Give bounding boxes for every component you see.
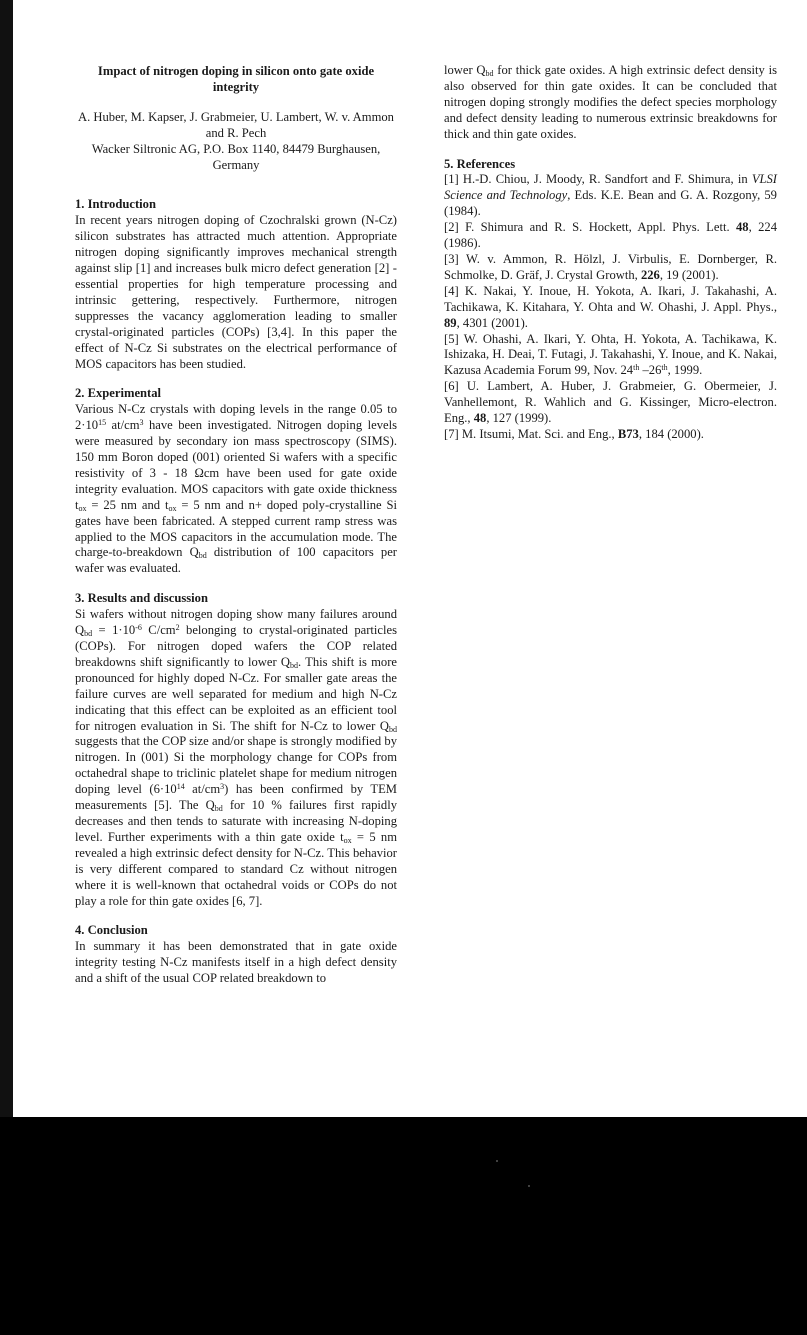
- section-experimental: [75, 386, 397, 577]
- reference-item: [1] H.-D. Chiou, J. Moody, R. Sandfort and F. Shimura, in VLSI Science and Technology, Eds. K.E. Bean and G. A. Rozgony, 59 (1984).: [444, 172, 777, 219]
- section-paragraph: In recent years nitrogen doping of Czochralski grown (N-Cz) silicon substrates has attracted much attention. Appropriate nitrogen doping significantly improves mechanical strength against slip [1] and increases bulk micro defect generation [2] - essential properties for high temperature processing and intrinsic gettering, respectively. Furthermore, nitrogen suppresses the vacancy agglomeration leading to smaller crystal-originated particles (COPs) [3,4]. In this paper the effect of N-Cz Si substrates on the electrical performance of MOS capacitors has been studied.: [75, 213, 397, 371]
- author-list: A. Huber, M. Kapser, J. Grabmeier, U. Lambert, W. v. Ammon and R. Pech: [78, 109, 394, 140]
- left-column: [75, 0, 397, 987]
- reference-item: [5] W. Ohashi, A. Ikari, Y. Ohta, H. Yokota, A. Tachikawa, K. Ishizaka, H. Deai, T. Futagi, J. Takahashi, Y. Inoue, and K. Nakai, Kazusa Academia Forum 99, Nov. 24th –26th, 1999.: [444, 331, 777, 378]
- section-results: [75, 591, 397, 909]
- right-column: [444, 0, 777, 443]
- reference-item: [4] K. Nakai, Y. Inoue, H. Yokota, A. Ikari, J. Takahashi, A. Tachikawa, K. Kitahara, Y. Ohta and W. Ohashi, J. Appl. Phys., 89, 4301 (2001).: [444, 283, 777, 330]
- section-paragraph: In summary it has been demonstrated that in gate oxide integrity testing N-Cz manifests itself in a high defect density and a shift of the usual COP related breakdown to: [75, 939, 397, 986]
- section-heading: 4. Conclusion: [75, 923, 148, 938]
- paper-title: Impact of nitrogen doping in silicon onto gate oxide integrity: [97, 64, 375, 94]
- section-conclusion: [75, 923, 397, 987]
- section-introduction: [75, 197, 397, 372]
- scan-speck: [496, 1160, 498, 1162]
- affiliation: Wacker Siltronic AG, P.O. Box 1140, 84479 Burghausen, Germany: [91, 141, 381, 172]
- reference-item: [6] U. Lambert, A. Huber, J. Grabmeier, G. Obermeier, J. Vanhellemont, R. Wahlich and G. Kissinger, Micro-electron. Eng., 48, 127 (1999).: [444, 379, 777, 426]
- section-heading: 3. Results and discussion: [75, 591, 208, 606]
- section-references: [444, 157, 777, 443]
- scan-border: [0, 0, 13, 1117]
- paper-page: [13, 0, 807, 1117]
- conclusion-continued: lower $Q_{bd}$ for thick gate oxides. A high extrinsic defect density is also observed for thin gate oxides. It can be concluded that nitrogen doping strongly modifies the defect species morphology and defect density leading to numerous extrinsic breakdowns for thick and thin gate oxides.: [444, 63, 777, 141]
- reference-item: [7] M. Itsumi, Mat. Sci. and Eng., B73, 184 (2000).: [444, 426, 704, 441]
- scan-speck: [528, 1185, 530, 1187]
- section-heading: 1. Introduction: [75, 197, 156, 212]
- reference-item: [3] W. v. Ammon, R. Hölzl, J. Virbulis, E. Dornberger, R. Schmolke, D. Gräf, J. Crystal Growth, 226, 19 (2001).: [444, 251, 777, 282]
- reference-item: [2] F. Shimura and R. S. Hockett, Appl. Phys. Lett. 48, 224 (1986).: [444, 220, 778, 251]
- section-heading: 2. Experimental: [75, 386, 162, 401]
- section-paragraph: Various N-Cz crystals with doping levels in the range 0.05 to $2\cdot 10^{15}$ $at/cm^3$ have been investigated. Nitrogen doping levels were measured by secondary ion mass spectroscopy (SIMS). 150 mm Boron doped (001) oriented Si wafers with a specific resistivity of 3 - 18 Ωcm have been used for gate oxide integrity evaluation. MOS capacitors with gate oxide thickness $t_{ox} = 25$ nm and $t_{ox} = 5$ nm and n+ doped poly-crystalline Si gates have been fabricated. A stepped current ramp stress was applied to the MOS capacitors in the accumulation mode. The charge-to-breakdown $Q_{bd}$ distribution of 100 capacitors per wafer was evaluated.: [75, 402, 397, 576]
- section-paragraph: Si wafers without nitrogen doping show many failures around $Q_{bd} = 1\cdot 10^{-6}$ $C/cm^2$ belonging to crystal-originated particles (COPs). For nitrogen doped wafers the COP related breakdowns shift significantly to lower $Q_{bd}$. This shift is more pronounced for highly doped N-Cz. For smaller gate areas the failure curves are well separated for medium and high N-Cz indicating that this effect can be exploited as an efficient tool for nitrogen evaluation in Si. The shift for N-Cz to lower $Q_{bd}$ suggests that the COP size and/or shape is strongly modified by nitrogen. In (001) Si the morphology change for COPs from octahedral shape to triclinic platelet shape for medium nitrogen doping level ($6\cdot 10^{14}$ $at/cm^3$) has been confirmed by TEM measurements [5]. The $Q_{bd}$ for 10 % failures first rapidly decreases and then tends to saturate with increasing N-doping level. Further experiments with a thin gate oxide $t_{ox} = 5$ nm revealed a high extrinsic defect density for N-Cz. This behavior is very different compared to standard Cz without nitrogen where it is well-known that octahedral voids or COPs do not play a role for thin gate oxides [6, 7].: [75, 607, 397, 908]
- section-heading: 5. References: [444, 156, 516, 171]
